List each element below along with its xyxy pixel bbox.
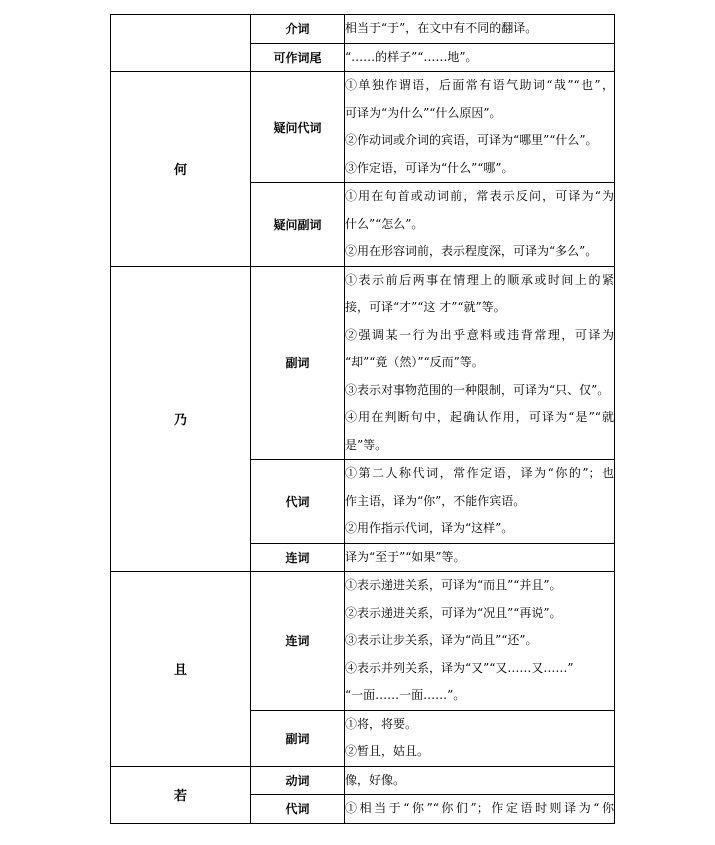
explanation-line: ③表示对事物范围的一种限制，可译为“只、仅”。 bbox=[345, 382, 610, 397]
pos-cell: 代词 bbox=[251, 460, 345, 544]
explanation-line: 什么”“怎么”。 bbox=[345, 216, 424, 231]
table-row bbox=[111, 72, 615, 183]
table-row bbox=[111, 766, 615, 795]
table-row bbox=[111, 266, 615, 460]
explanation-cell bbox=[345, 710, 615, 766]
explanation-line: ②用作指示代词，译为“这样”。 bbox=[345, 521, 514, 535]
explanation-cell bbox=[345, 43, 615, 72]
explanation-cell bbox=[345, 72, 615, 183]
pos-cell: 代词 bbox=[251, 795, 345, 824]
word-cell-nai: 乃 bbox=[111, 266, 251, 572]
pos-cell: 副词 bbox=[251, 710, 345, 766]
explanation-cell bbox=[345, 572, 615, 711]
explanation-line: ①表示递进关系，可译为“而且”“并且”。 bbox=[345, 578, 562, 592]
explanation-line: ①相当于“你”“你们”；作定语时则译为“你 bbox=[345, 801, 614, 815]
explanation-line: ④用在判断句中，起确认作用，可译为“是”“就 bbox=[345, 410, 614, 424]
pos-cell: 疑问副词 bbox=[251, 183, 345, 267]
table-row bbox=[111, 572, 615, 711]
explanation-cell bbox=[345, 15, 615, 44]
explanation-line: 译为“至于”“如果”等。 bbox=[345, 549, 466, 564]
explanation-line: ②用在形容词前，表示程度深，可译为“多么”。 bbox=[345, 244, 598, 258]
explanation-line: 作主语，译为“你”，不能作宾语。 bbox=[345, 493, 526, 508]
explanation-line: ②作动词或介词的宾语，可译为“哪里”“什么”。 bbox=[345, 133, 598, 147]
explanation-line: ②表示递进关系，可译为“况且”“再说”。 bbox=[345, 605, 562, 620]
explanation-cell bbox=[345, 766, 615, 795]
pos-cell: 疑问代词 bbox=[251, 72, 345, 183]
explanation-line: “……的样子”“……地”。 bbox=[345, 49, 478, 64]
explanation-cell bbox=[345, 543, 615, 572]
pos-cell: 介词 bbox=[251, 15, 345, 44]
pos-cell: 副词 bbox=[251, 266, 345, 460]
explanation-line: ①表示前后两事在情理上的顺承或时间上的紧 bbox=[345, 272, 614, 287]
explanation-line: 接，可译“才”“这 才”“就”等。 bbox=[345, 300, 506, 314]
pos-cell: 连词 bbox=[251, 572, 345, 711]
pos-cell: 可作词尾 bbox=[251, 43, 345, 72]
explanation-line: ①单独作谓语，后面常有语气助词“哉”“也”， bbox=[345, 78, 614, 92]
explanation-line: 像，好像。 bbox=[345, 772, 406, 787]
explanation-line: ③作定语，可译为“什么”“哪”。 bbox=[345, 160, 514, 175]
explanation-line: ①第二人称代词，常作定语，译为“你的”；也 bbox=[345, 466, 614, 480]
explanation-line: 是”等。 bbox=[345, 437, 388, 452]
word-cell-ruo: 若 bbox=[111, 766, 251, 823]
pos-cell: 连词 bbox=[251, 543, 345, 572]
grammar-table bbox=[110, 14, 615, 824]
explanation-line: ②暂且，姑且。 bbox=[345, 744, 430, 758]
explanation-line: 相当于“于”，在文中有不同的翻译。 bbox=[345, 21, 538, 35]
explanation-line: ①用在句首或动词前，常表示反问，可译为“为 bbox=[345, 189, 614, 203]
word-cell-qie: 且 bbox=[111, 572, 251, 767]
explanation-cell bbox=[345, 183, 615, 267]
explanation-cell bbox=[345, 460, 615, 544]
explanation-line: 可译为“为什么”“什么原因”。 bbox=[345, 105, 502, 120]
explanation-line: ④表示并列关系，译为“又”“又……又……” bbox=[345, 660, 574, 675]
word-cell-he: 何 bbox=[111, 72, 251, 267]
table-row bbox=[111, 15, 615, 44]
explanation-line: ③表示让步关系，译为“尚且”“还”。 bbox=[345, 633, 538, 647]
explanation-cell bbox=[345, 795, 615, 824]
pos-cell: 动词 bbox=[251, 766, 345, 795]
word-cell-continued bbox=[111, 15, 251, 72]
explanation-line: ②强调某一行为出乎意料或违背常理，可译为 bbox=[345, 327, 614, 342]
explanation-line: ①将，将要。 bbox=[345, 716, 418, 731]
explanation-line: “却”“竟（然）”“反而”等。 bbox=[345, 355, 484, 369]
explanation-cell bbox=[345, 266, 615, 460]
explanation-line: “一面……一面……”。 bbox=[345, 688, 466, 702]
